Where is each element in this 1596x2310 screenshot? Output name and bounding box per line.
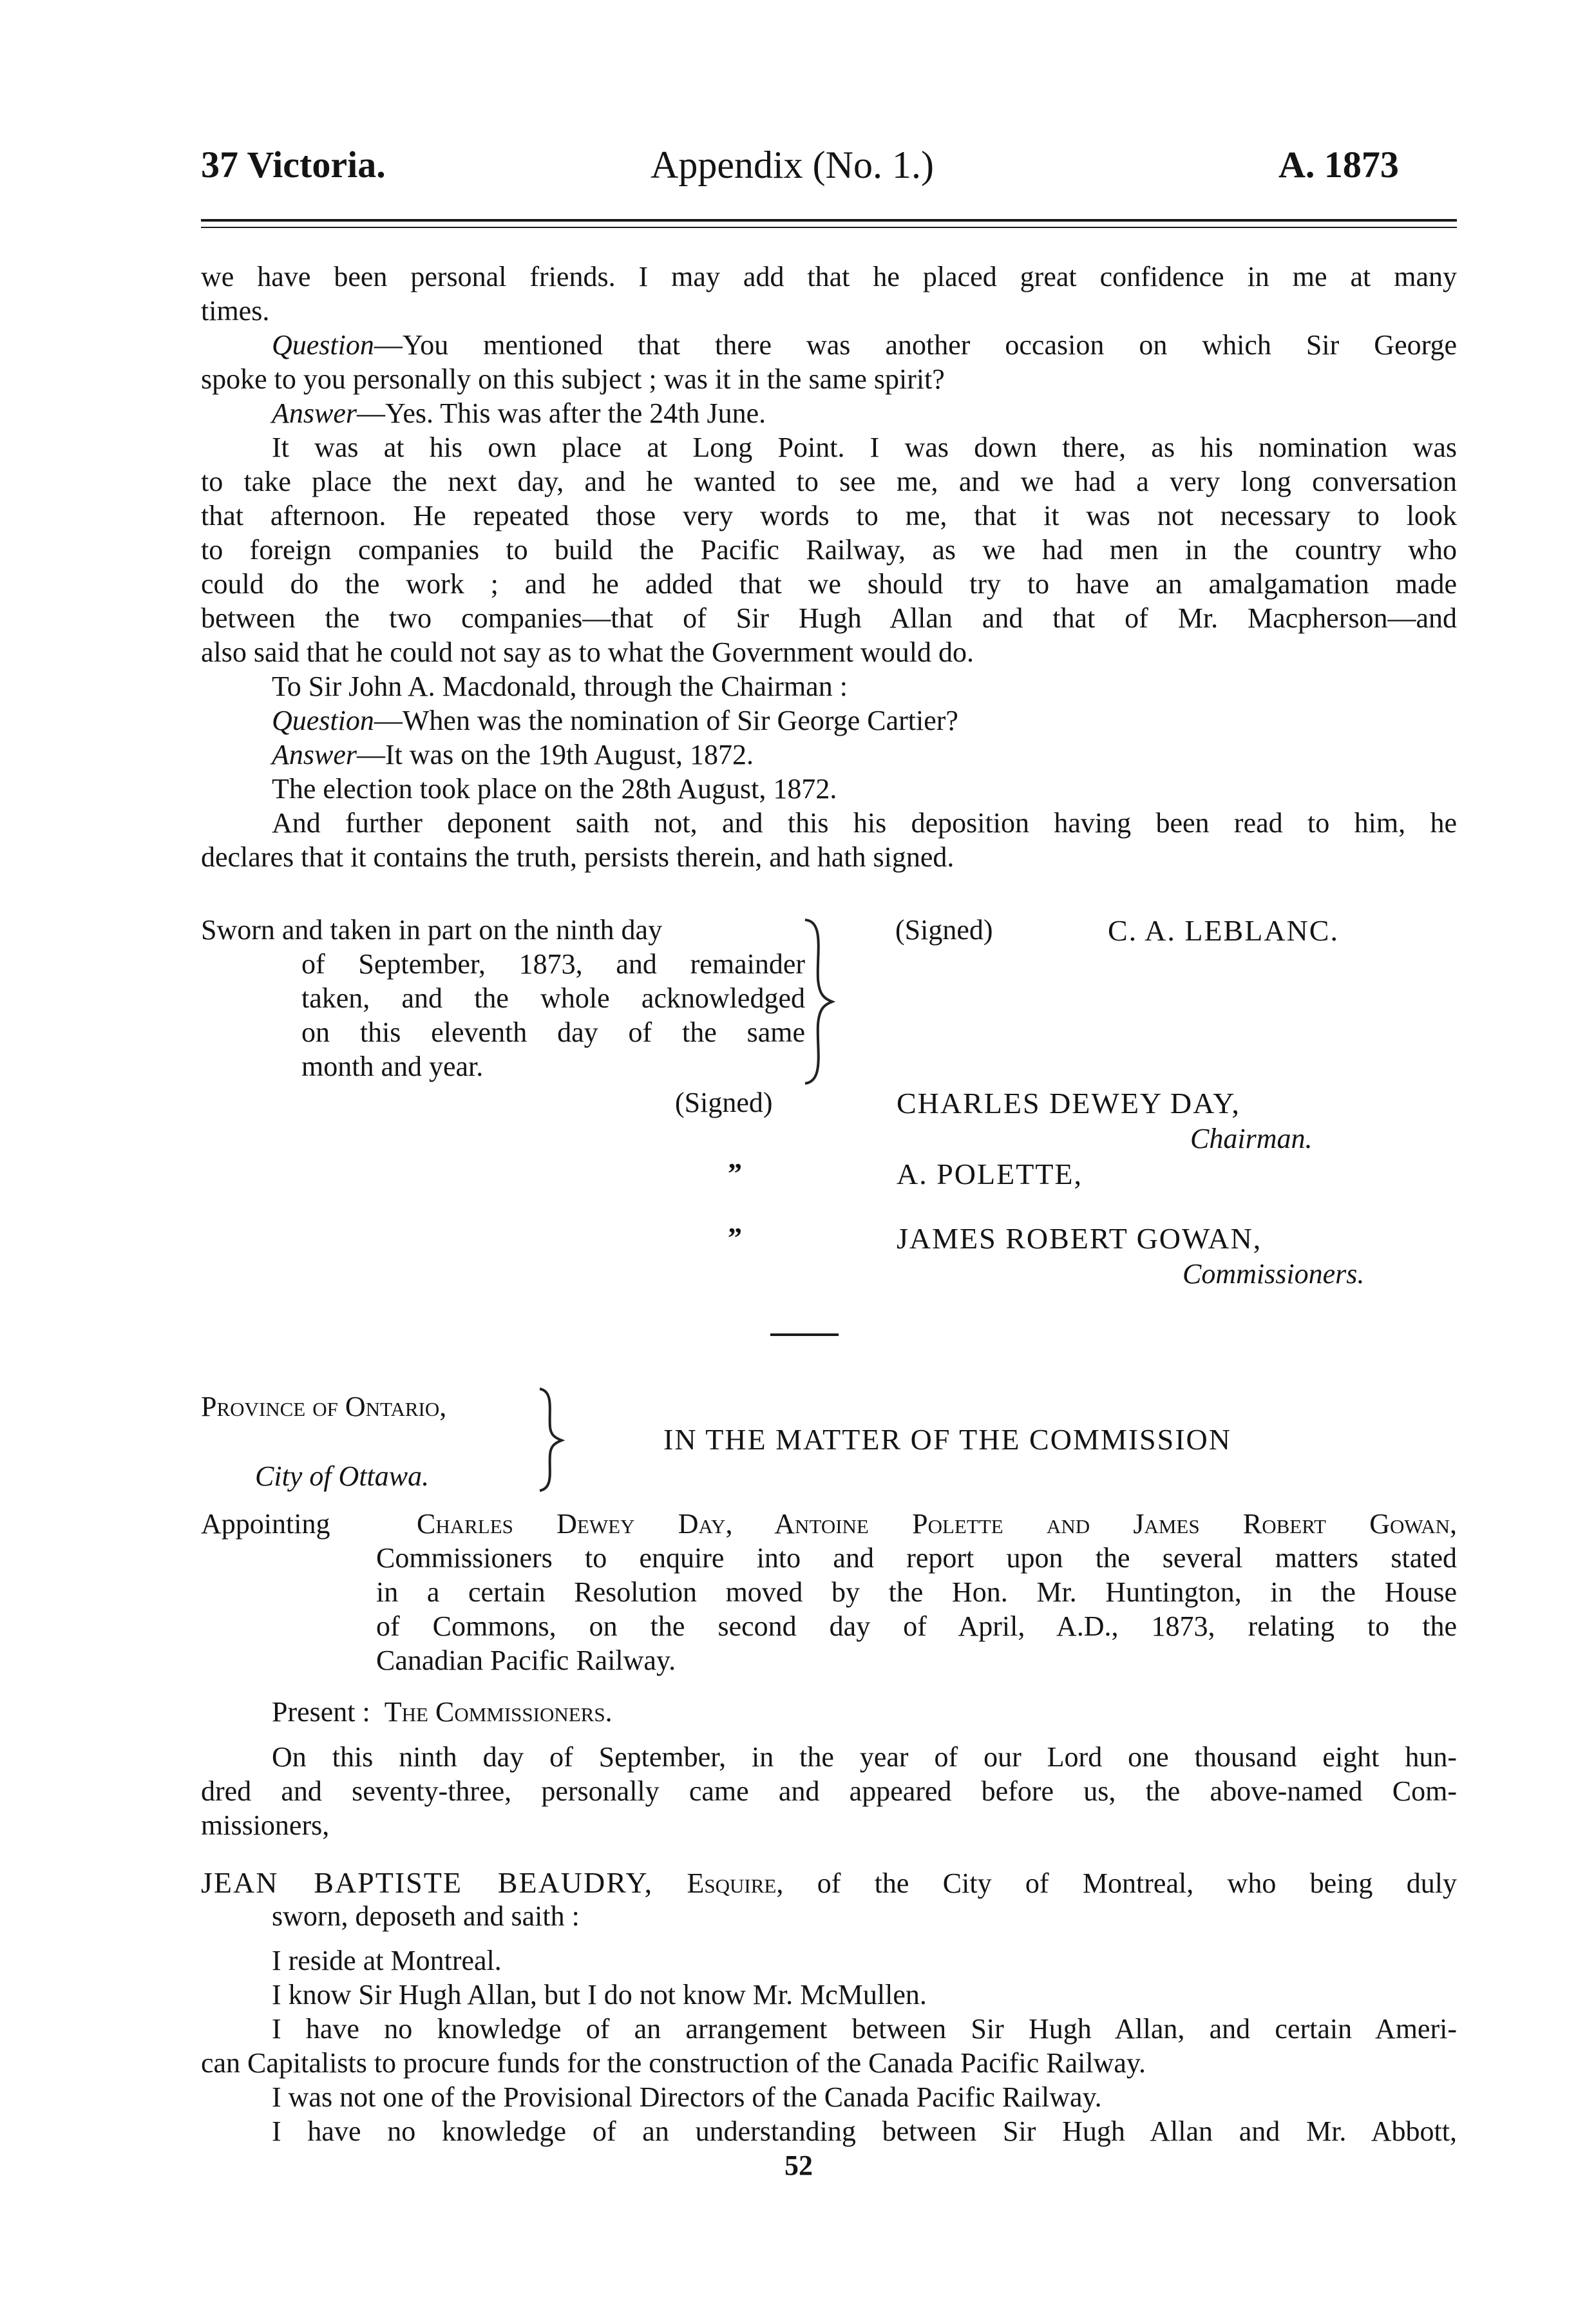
- ninth-line: missioners,: [201, 1809, 330, 1841]
- question-text: —When was the nomination of Sir George Cartier?: [374, 705, 958, 736]
- testimony-line: spoke to you personally on this subject ; was it in the same spirit?: [201, 363, 945, 395]
- appointing-line: in a certain Resolution moved by the Hon. Mr. Huntington, in the House: [376, 1576, 1457, 1608]
- deposition-line: I know Sir Hugh Allan, but I do not know Mr. McMullen.: [272, 1979, 927, 2010]
- jurat-brace: [799, 915, 844, 1089]
- section-divider: [770, 1333, 839, 1336]
- header-appendix: Appendix (No. 1.): [651, 144, 934, 186]
- appointing-line: of Commons, on the second day of April, A.D., 1873, relating to the: [376, 1610, 1457, 1642]
- deponent-intro-rest: of the City of Montreal, who being duly: [817, 1867, 1457, 1899]
- ninth-line: dred and seventy-three, personally came and appeared before us, the above-named Com-: [201, 1775, 1457, 1807]
- jurat-line: on this eleventh day of the same: [301, 1017, 805, 1048]
- testimony-line: And further deponent saith not, and this his deposition having been read to him, he: [272, 807, 1457, 839]
- deponent-name: JEAN BAPTISTE BEAUDRY,: [201, 1866, 654, 1899]
- commissioner-title: Chairman.: [1190, 1123, 1313, 1154]
- appointing-line: Canadian Pacific Railway.: [376, 1645, 676, 1676]
- answer-text: —Yes. This was after the 24th June.: [357, 397, 766, 429]
- header-rule-top: [201, 219, 1457, 222]
- question-label: Question: [272, 329, 374, 361]
- deposition-line: I have no knowledge of an arrangement between Sir Hugh Allan, and certain Ameri-: [272, 2013, 1457, 2045]
- ditto-mark: ”: [728, 1158, 742, 1189]
- answer-text: —It was on the 19th August, 1872.: [357, 739, 754, 770]
- testimony-line: The election took place on the 28th August, 1872.: [272, 773, 837, 805]
- page-number: 52: [784, 2150, 813, 2181]
- appointing-word: Appointing: [201, 1508, 330, 1540]
- jurat-line: Sworn and taken in part on the ninth day: [201, 914, 663, 946]
- header-session: 37 Victoria.: [201, 144, 386, 186]
- answer-label: Answer: [272, 739, 357, 770]
- question-line: [272, 329, 1457, 361]
- header-rule-bottom: [201, 227, 1457, 228]
- answer-label: Answer: [272, 397, 357, 429]
- question-line: [272, 704, 958, 737]
- answer-line: [272, 397, 766, 430]
- testimony-line: between the two companies—that of Sir Hugh Allan and that of Mr. Macpherson—and: [201, 602, 1457, 634]
- testimony-line: we have been personal friends. I may add that he placed great confidence in me at many: [201, 261, 1457, 292]
- deposition-line: I reside at Montreal.: [272, 1945, 502, 1976]
- deposition-line: sworn, deposeth and saith :: [272, 1900, 580, 1932]
- question-label: Question: [272, 705, 374, 736]
- jurat-line: of September, 1873, and remainder: [301, 948, 805, 980]
- testimony-line: could do the work ; and he added that we should try to have an amalgamation made: [201, 568, 1457, 600]
- deposition-line: I was not one of the Provisional Directors of the Canada Pacific Railway.: [272, 2081, 1102, 2113]
- answer-line: [272, 738, 754, 771]
- deposition-line: can Capitalists to procure funds for the construction of the Canada Pacific Railway.: [201, 2047, 1146, 2079]
- commissioner-signature: JAMES ROBERT GOWAN,: [897, 1222, 1262, 1255]
- province-caption: Province of Ontario,: [201, 1391, 447, 1422]
- deponent-esquire: Esquire,: [687, 1867, 784, 1899]
- ditto-mark: ”: [728, 1222, 742, 1254]
- question-text: —You mentioned that there was another occasion on which Sir George: [374, 329, 1457, 361]
- appointing-line: Commissioners to enquire into and report upon the several matters stated: [376, 1542, 1457, 1574]
- commissioner-names: Charles Dewey Day, Antoine Polette and James Robert Gowan,: [417, 1508, 1458, 1540]
- present-who: The Commissioners.: [384, 1696, 613, 1728]
- appointing-line: [201, 1507, 1457, 1540]
- testimony-line: To Sir John A. Macdonald, through the Chairman :: [272, 671, 848, 702]
- testimony-line: It was at his own place at Long Point. I was down there, as his nomination was: [272, 432, 1457, 463]
- commissioner-signature: A. POLETTE,: [897, 1158, 1083, 1190]
- deponent-intro: [201, 1866, 1457, 1900]
- jurat-line: taken, and the whole acknowledged: [301, 982, 805, 1014]
- deposition-line: I have no knowledge of an understanding between Sir Hugh Allan and Mr. Abbott,: [272, 2115, 1457, 2147]
- present-label: Present :: [272, 1696, 370, 1728]
- signed-label: (Signed): [675, 1087, 773, 1118]
- testimony-line: that afternoon. He repeated those very words to me, that it was not necessary to look: [201, 500, 1457, 531]
- testimony-line: times.: [201, 295, 270, 327]
- signed-label: (Signed): [895, 914, 993, 946]
- commissioner-signature: CHARLES DEWEY DAY,: [897, 1087, 1240, 1120]
- commissioner-title: Commissioners.: [1183, 1258, 1365, 1290]
- caption-brace: [535, 1385, 573, 1494]
- testimony-line: also said that he could not say as to what the Government would do.: [201, 636, 974, 668]
- ninth-line: On this ninth day of September, in the year of our Lord one thousand eight hun-: [272, 1741, 1457, 1773]
- testimony-line: to foreign companies to build the Pacific Railway, as we had men in the country who: [201, 534, 1457, 566]
- city-caption: City of Ottawa.: [255, 1460, 430, 1492]
- jurat-line: month and year.: [301, 1051, 484, 1082]
- testimony-line: declares that it contains the truth, persists therein, and hath signed.: [201, 841, 955, 873]
- deponent-signature: C. A. LEBLANC.: [1108, 914, 1339, 947]
- matter-heading: IN THE MATTER OF THE COMMISSION: [663, 1423, 1231, 1456]
- present-line: [272, 1695, 613, 1728]
- testimony-line: to take place the next day, and he wanted to see me, and we had a very long conversation: [201, 466, 1457, 497]
- header-year: A. 1873: [1278, 144, 1399, 186]
